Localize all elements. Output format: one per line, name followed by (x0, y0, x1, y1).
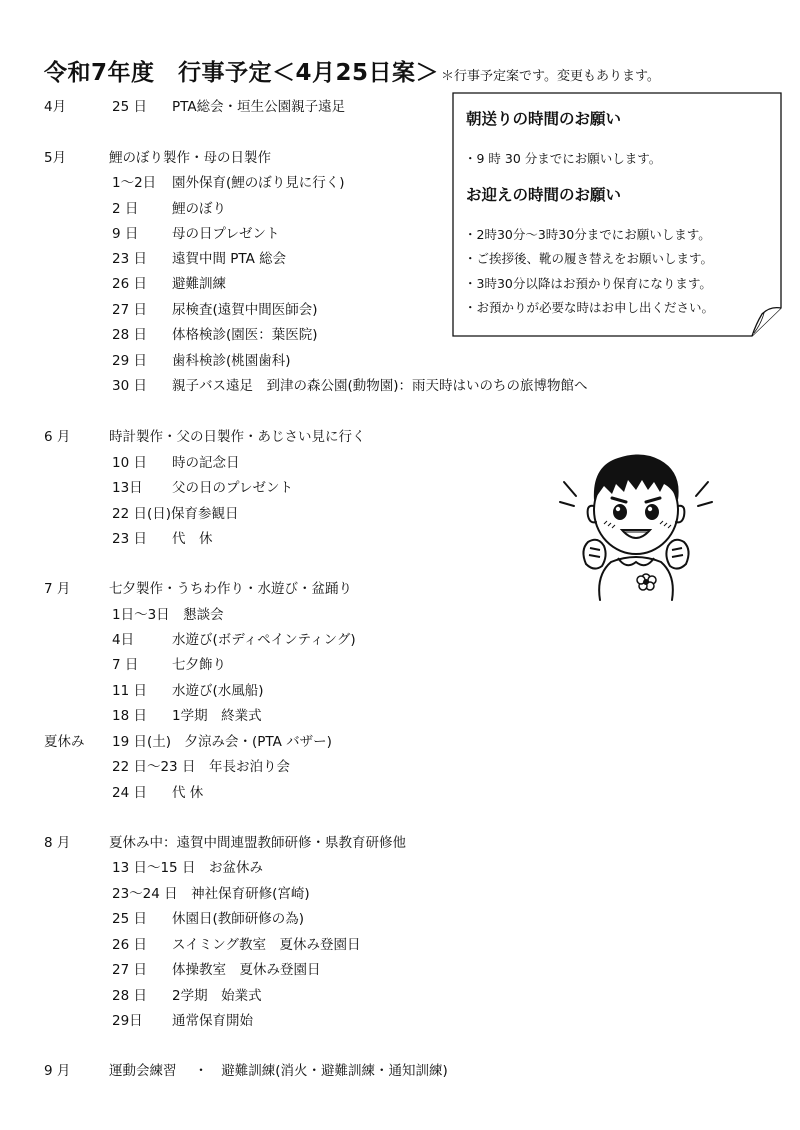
date-label: 11 日 (112, 683, 147, 699)
date-label: 26 日 (112, 276, 147, 292)
date-label: 9 日 (112, 226, 139, 242)
event-text: 避難訓練 (172, 276, 226, 292)
morning-line: ・9 時 30 分までにお願いします。 (464, 151, 662, 166)
morning-title: 朝送りの時間のお願い (466, 110, 622, 128)
event-text: 19 日(土) 夕涼み会・(PTA バザー) (112, 734, 332, 750)
event-text: 2学期 始業式 (172, 988, 262, 1004)
event-text: 歯科検診(桃園歯科) (172, 353, 291, 369)
event-text: 時計製作・父の日製作・あじさい見に行く (109, 429, 366, 445)
event-text: 22 日(日)保育参観日 (112, 506, 239, 522)
pickup-line: ・ご挨拶後、靴の履き替えをお願いします。 (464, 251, 714, 266)
date-label: 27 日 (112, 302, 147, 318)
date-label: 7 日 (112, 657, 139, 673)
event-text: 体格検診(園医：葉医院) (172, 327, 318, 343)
event-text: 13 日～15 日 お盆休み (112, 860, 263, 876)
month-label: 6 月 (44, 429, 71, 445)
pickup-line: ・お預かりが必要な時はお申し出ください。 (464, 300, 715, 315)
event-text: 休園日(教師研修の為) (172, 911, 305, 927)
month-label: 5月 (44, 150, 67, 166)
event-text: 遠賀中間 PTA 総会 (172, 251, 287, 267)
event-text: 夏休み中：遠賀中間連盟教師研修・県教育研修他 (109, 835, 406, 851)
event-text: 時の記念日 (172, 455, 240, 471)
date-label: 25 日 (112, 99, 147, 115)
child-illustration (556, 440, 716, 620)
event-text: 1日～3日 懇談会 (112, 607, 224, 623)
title-main: 令和7年度 行事予定＜4月25日案＞ (44, 60, 440, 86)
event-text: PTA総会・垣生公園親子遠足 (172, 99, 346, 115)
event-text: 1学期 終業式 (172, 708, 262, 724)
date-label: 24 日 (112, 785, 147, 801)
event-text: スイミング教室 夏休み登園日 (172, 937, 361, 953)
notice-card (452, 92, 782, 336)
event-text: 代 休 (172, 531, 213, 547)
month-label: 8 月 (44, 835, 71, 851)
event-text: 22 日～23 日 年長お泊り会 (112, 759, 290, 775)
event-text: 父の日のプレゼント (172, 480, 293, 496)
month-label: 7 月 (44, 581, 71, 597)
title-note: ＊行事予定案です。変更もあります。 (441, 69, 660, 84)
month-label: 9 月 (44, 1063, 71, 1079)
pickup-line: ・2時30分～3時30分までにお願いします。 (464, 227, 711, 242)
month-label: 夏休み (44, 734, 85, 750)
event-text: 代 休 (172, 785, 204, 801)
event-text: 通常保育開始 (172, 1013, 253, 1029)
date-label: 1～2日 (112, 175, 157, 191)
event-text: 七夕製作・うちわ作り・水遊び・盆踊り (109, 581, 352, 597)
event-text: 親子バス遠足 到津の森公園(動物園)：雨天時はいのちの旅博物館へ (172, 378, 588, 394)
date-label: 4日 (112, 632, 135, 648)
date-label: 29日 (112, 1013, 143, 1029)
month-label: 4月 (44, 99, 67, 115)
date-label: 13日 (112, 480, 143, 496)
date-label: 23 日 (112, 251, 147, 267)
pickup-line: ・3時30分以降はお預かり保育になります。 (464, 276, 712, 291)
event-text: 七夕飾り (172, 657, 226, 673)
date-label: 28 日 (112, 988, 147, 1004)
date-label: 27 日 (112, 962, 147, 978)
date-label: 26 日 (112, 937, 147, 953)
pickup-title: お迎えの時間のお願い (466, 186, 622, 204)
date-label: 30 日 (112, 378, 147, 394)
event-text: 鯉のぼり (172, 201, 226, 217)
event-text: 鯉のぼり製作・母の日製作 (109, 150, 271, 166)
date-label: 23 日 (112, 531, 147, 547)
date-label: 29 日 (112, 353, 147, 369)
event-text: 水遊び(ボディペインティング) (172, 632, 356, 648)
date-label: 18 日 (112, 708, 147, 724)
date-label: 10 日 (112, 455, 147, 471)
event-text: 運動会練習 ・ 避難訓練(消火・避難訓練・通知訓練) (109, 1063, 448, 1079)
date-label: 25 日 (112, 911, 147, 927)
date-label: 28 日 (112, 327, 147, 343)
event-text: 23～24 日 神社保育研修(宮崎) (112, 886, 310, 902)
event-text: 母の日プレゼント (172, 226, 280, 242)
date-label: 2 日 (112, 201, 139, 217)
event-text: 水遊び(水風船) (172, 683, 264, 699)
child-drawing (556, 440, 716, 620)
event-text: 体操教室 夏休み登園日 (172, 962, 321, 978)
event-text: 園外保育(鯉のぼり見に行く) (172, 175, 345, 191)
event-text: 尿検査(遠賀中間医師会) (172, 302, 318, 318)
